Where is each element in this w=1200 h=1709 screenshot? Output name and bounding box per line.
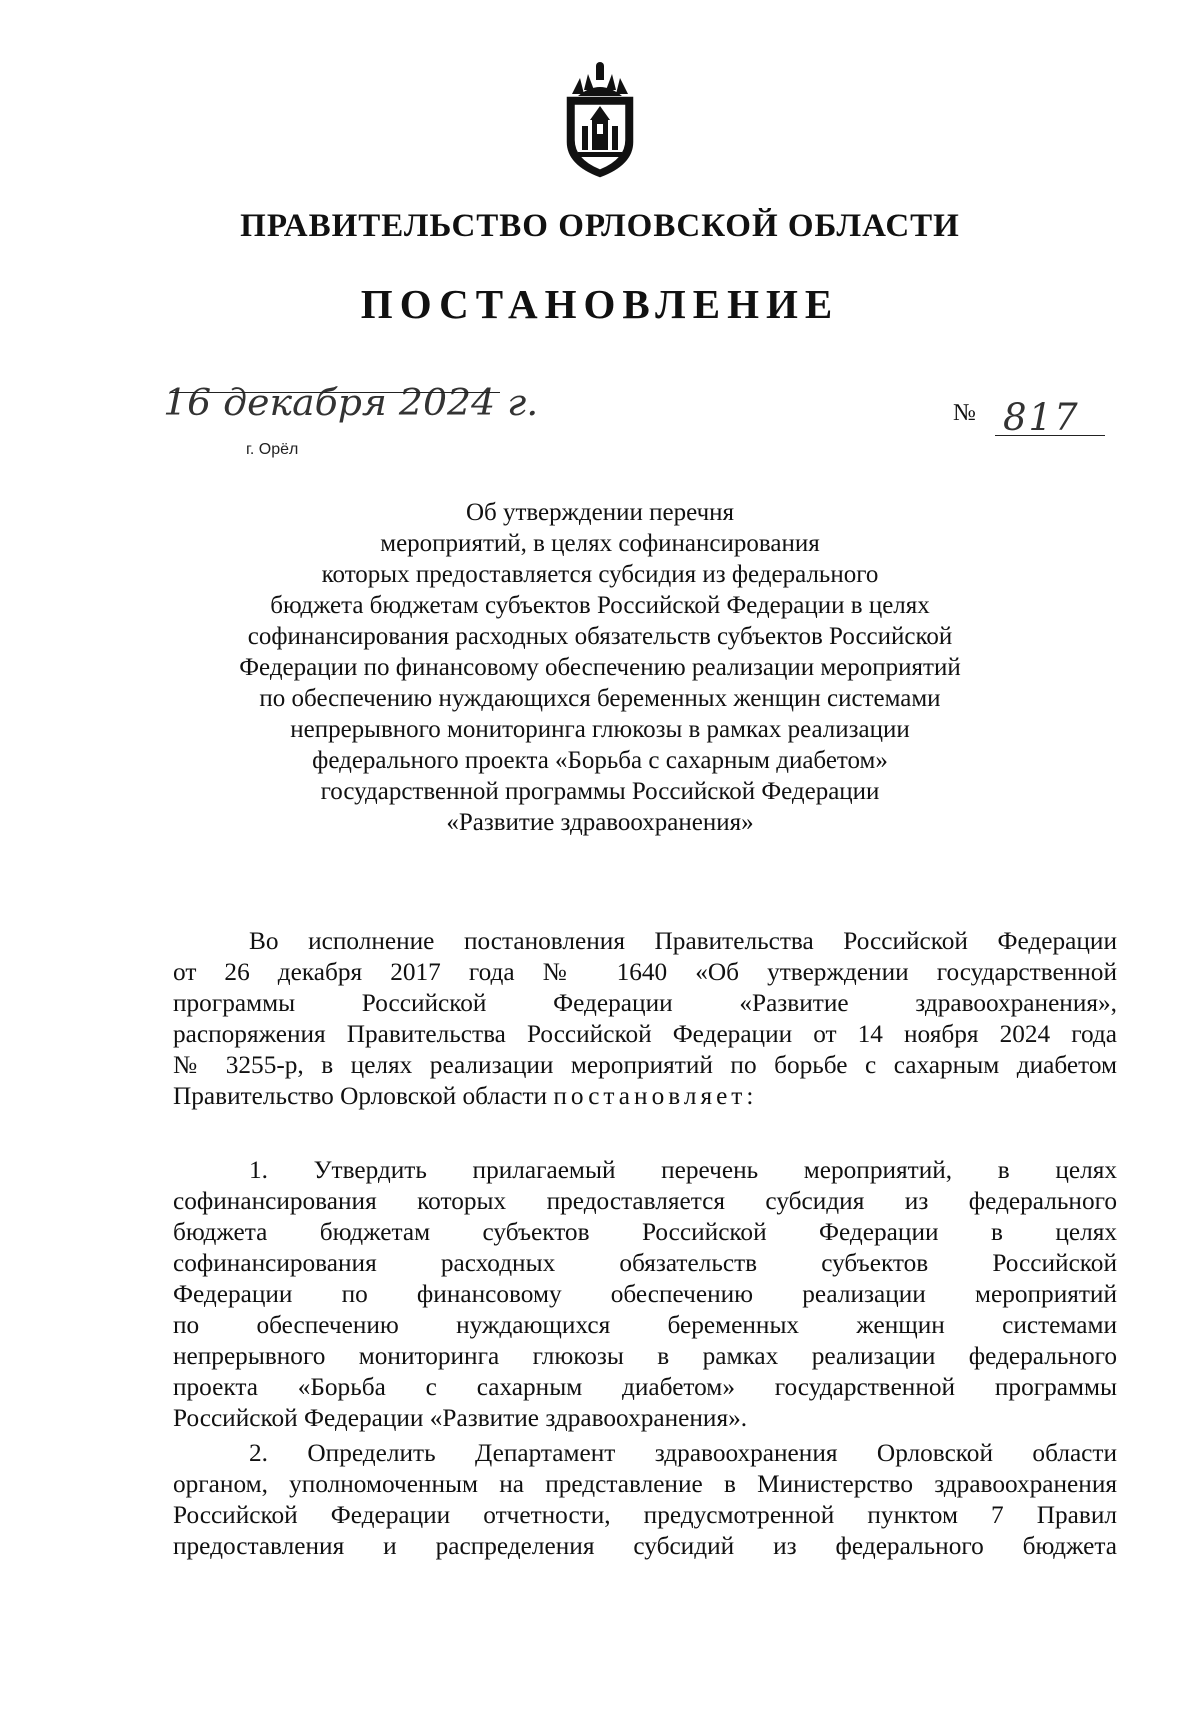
resolves-word: постановляет: [553,1082,758,1110]
city-label: г. Орёл [246,441,299,458]
title-line: мероприятий, в целях софинансирования [380,530,820,557]
paragraph-line: 1. Утвердить прилагаемый перечень мероприятий, в целях [249,1156,1117,1184]
document-type: ПОСТАНОВЛЕНИЕ [360,281,840,327]
preamble-line: от 26 декабря 2017 года № 1640 «Об утверждении государственной [173,958,1117,986]
title-line: непрерывного мониторинга глюкозы в рамках реализации [290,716,910,743]
paragraph-line: проекта «Борьба с сахарным диабетом» государственной программы [173,1373,1117,1401]
organization-name: ПРАВИТЕЛЬСТВО ОРЛОВСКОЙ ОБЛАСТИ [240,208,960,244]
title-line: бюджета бюджетам субъектов Российской Федерации в целях [270,592,930,619]
paragraph-line: 2. Определить Департамент здравоохранения Орловской области [249,1439,1117,1467]
paragraph-line: Российской Федерации «Развитие здравоохранения». [173,1404,748,1432]
paragraph-line: бюджета бюджетам субъектов Российской Федерации в целях [173,1218,1117,1246]
preamble-line: № 3255-р, в целях реализации мероприятий по борьбе с сахарным диабетом [173,1051,1117,1079]
paragraph-line: предоставления и распределения субсидий из федерального бюджета [173,1532,1117,1560]
title-line: государственной программы Российской Федерации [320,778,880,805]
number-label: № [953,400,976,426]
paragraph-line: Федерации по финансовому обеспечению реализации мероприятий [173,1280,1117,1308]
paragraph-line: органом, уполномоченным на представление в Министерство здравоохранения [173,1470,1117,1498]
paragraph-line: непрерывного мониторинга глюкозы в рамках реализации федерального [173,1342,1117,1370]
title-line: федерального проекта «Борьба с сахарным диабетом» [312,747,888,774]
title-line: которых предоставляется субсидия из федерального [321,561,879,588]
paragraph-line: софинансирования расходных обязательств субъектов Российской [173,1249,1117,1277]
paragraph-line: Российской Федерации отчетности, предусмотренной пунктом 7 Правил [173,1501,1117,1529]
preamble-paragraph [173,926,1117,1112]
number-underline [995,435,1105,436]
document-title [150,497,1050,838]
preamble-line: Во исполнение постановления Правительства Российской Федерации [249,927,1117,955]
title-line: «Развитие здравоохранения» [446,809,754,836]
coat-of-arms-icon [554,60,646,180]
title-line: Федерации по финансовому обеспечению реализации мероприятий [239,654,961,681]
handwritten-number: 817 [1003,396,1080,439]
preamble-subject: Правительство Орловской области [173,1082,554,1110]
preamble-line: распоряжения Правительства Российской Федерации от 14 ноября 2024 года [173,1020,1117,1048]
paragraph-2 [173,1438,1117,1562]
date-underline [170,392,500,393]
paragraph-line: по обеспечению нуждающихся беременных женщин системами [173,1311,1117,1339]
paragraph-1 [173,1155,1117,1434]
preamble-last-line [173,1081,1117,1112]
title-line: по обеспечению нуждающихся беременных женщин системами [259,685,941,712]
title-line: Об утверждении перечня [465,499,735,526]
preamble-line: программы Российской Федерации «Развитие здравоохранения», [173,989,1117,1017]
title-line: софинансирования расходных обязательств субъектов Российской [247,623,953,650]
handwritten-date: 16 декабря 2024 г. [163,383,539,424]
paragraph-line: софинансирования которых предоставляется субсидия из федерального [173,1187,1117,1215]
